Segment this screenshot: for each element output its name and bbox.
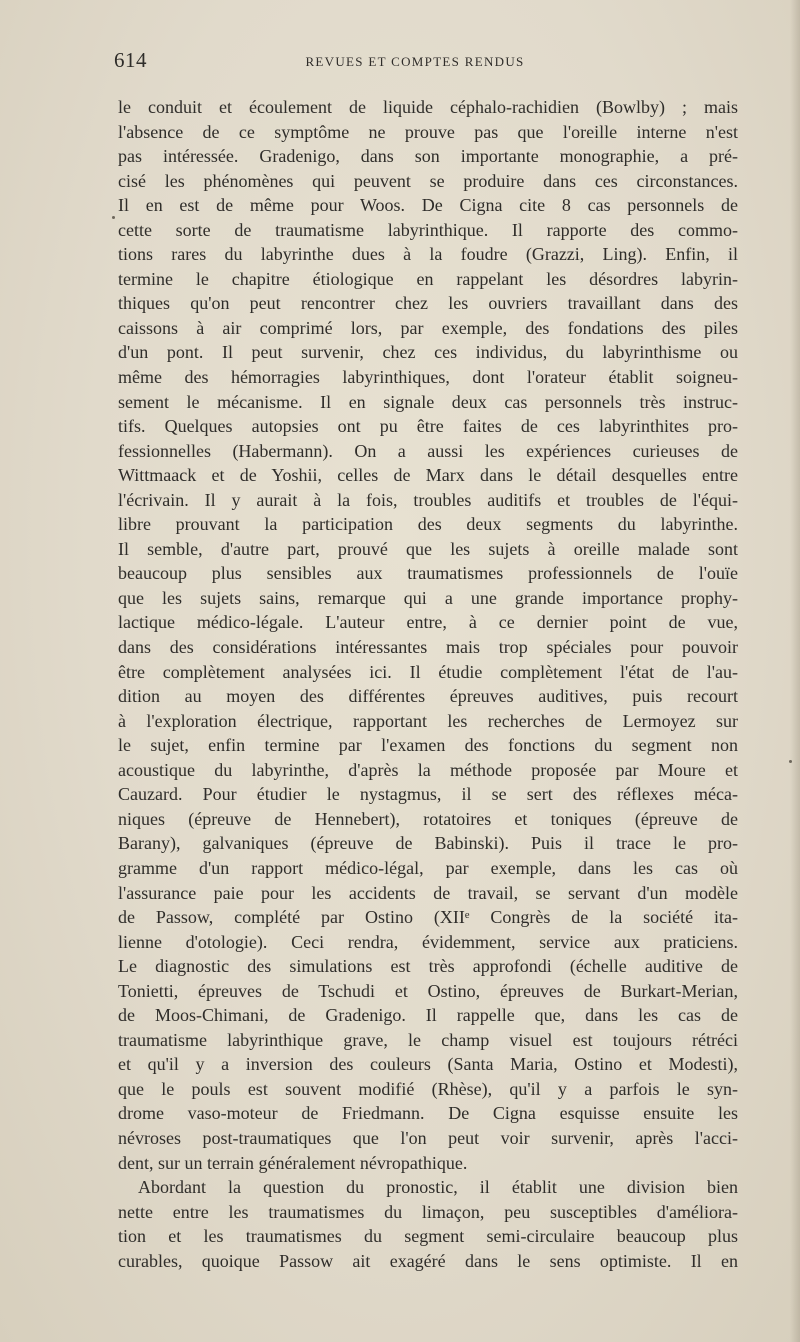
text-line: thiques qu'on peut rencontrer chez les ouvriers travaillant dans des xyxy=(118,293,738,314)
running-head: REVUES ET COMPTES RENDUS xyxy=(305,54,525,69)
text-line: dition au moyen des différentes épreuves auditives, puis recourt xyxy=(118,686,738,707)
text-line: pas intéressée. Gradenigo, dans son importante monographie, a pré- xyxy=(118,146,738,167)
text-line: nette entre les traumatismes du limaçon, peu susceptibles d'améliora- xyxy=(118,1201,738,1222)
text-line: lienne d'otologie). Ceci rendra, évidemment, service aux praticiens. xyxy=(118,931,738,952)
text-line: curables, quoique Passow ait exagéré dans le sens optimiste. Il en xyxy=(118,1250,738,1271)
text-line: beaucoup plus sensibles aux traumatismes professionnels de l'ouïe xyxy=(118,563,738,584)
text-line: de Passow, complété par Ostino (XIIᵉ Congrès de la société ita- xyxy=(118,907,738,928)
text-line: gramme d'un rapport médico-légal, par exemple, dans les cas où xyxy=(118,857,738,878)
text-line: le sujet, enfin termine par l'examen des fonctions du segment non xyxy=(118,735,738,756)
text-line: dans des considérations intéressantes mais trop spéciales pour pouvoir xyxy=(118,637,738,658)
text-line: tion et les traumatismes du segment semi-circulaire beaucoup plus xyxy=(118,1226,738,1247)
page-number: 614 xyxy=(114,48,147,72)
text-line: l'absence de ce symptôme ne prouve pas que l'oreille interne n'est xyxy=(118,121,738,142)
text-line: de Moos-Chimani, de Gradenigo. Il rappelle que, dans les cas de xyxy=(118,1005,738,1026)
text-line: que le pouls est souvent modifié (Rhèse), qu'il y a parfois le syn- xyxy=(118,1078,738,1099)
text-line: libre prouvant la participation des deux segments du labyrinthe. xyxy=(118,514,738,535)
text-line: Wittmaack et de Yoshii, celles de Marx dans le détail desquelles entre xyxy=(118,465,738,486)
paper-speck xyxy=(789,760,792,763)
paper-speck xyxy=(112,216,115,219)
text-line: Barany), galvaniques (épreuve de Babinski). Puis il trace le pro- xyxy=(118,833,738,854)
text-line: drome vaso-moteur de Friedmann. De Cigna esquisse ensuite les xyxy=(118,1103,738,1124)
text-line: le conduit et écoulement de liquide céphalo-rachidien (Bowlby) ; mais xyxy=(118,97,738,117)
text-line: et qu'il y a inversion des couleurs (Santa Maria, Ostino et Modesti), xyxy=(118,1054,738,1075)
text-line: tions rares du labyrinthe dues à la foudre (Grazzi, Ling). Enfin, il xyxy=(118,244,738,265)
text-line: Il semble, d'autre part, prouvé que les sujets à oreille malade sont xyxy=(118,538,738,559)
body-text xyxy=(118,95,738,1273)
text-line: l'assurance paie pour les accidents de travail, se servant d'un modèle xyxy=(118,882,738,903)
text-line: être complètement analysées ici. Il étudie complètement l'état de l'au- xyxy=(118,661,738,682)
text-line: cisé les phénomènes qui peuvent se produire dans ces circonstances. xyxy=(118,170,738,191)
text-line: niques (épreuve de Hennebert), rotatoires et toniques (épreuve de xyxy=(118,808,738,829)
text-line: lactique médico-légale. L'auteur entre, à ce dernier point de vue, xyxy=(118,612,738,633)
text-line: que les sujets sains, remarque qui a une grande importance prophy- xyxy=(118,587,738,608)
text-line: Il en est de même pour Woos. De Cigna cite 8 cas personnels de xyxy=(118,195,738,216)
text-line: termine le chapitre étiologique en rappelant les désordres labyrin- xyxy=(118,268,738,289)
text-line: traumatisme labyrinthique grave, le champ visuel est toujours rétréci xyxy=(118,1029,738,1050)
text-line: Cauzard. Pour étudier le nystagmus, il se sert des réflexes méca- xyxy=(118,784,738,805)
text-line: sement le mécanisme. Il en signale deux cas personnels très instruc- xyxy=(118,391,738,412)
text-line: Tonietti, épreuves de Tschudi et Ostino, épreuves de Burkart-Merian, xyxy=(118,980,738,1001)
text-line: Abordant la question du pronostic, il établit une division bien xyxy=(138,1177,738,1198)
text-line: l'écrivain. Il y aurait à la fois, troubles auditifs et troubles de l'équi- xyxy=(118,489,738,510)
text-line: névroses post-traumatiques que l'on peut voir survenir, après l'acci- xyxy=(118,1127,738,1148)
text-line: à l'exploration électrique, rapportant les recherches de Lermoyez sur xyxy=(118,710,738,731)
text-line: Le diagnostic des simulations est très approfondi (échelle auditive de xyxy=(118,956,738,977)
text-line: acoustique du labyrinthe, d'après la méthode proposée par Moure et xyxy=(118,759,738,780)
text-line: même des hémorragies labyrinthiques, dont l'orateur établit soigneu- xyxy=(118,367,738,388)
text-line: cette sorte de traumatisme labyrinthique. Il rapporte des commo- xyxy=(118,219,738,240)
text-line: tifs. Quelques autopsies ont pu être faites de ces labyrinthites pro- xyxy=(118,416,738,437)
text-line: d'un pont. Il peut survenir, chez ces individus, du labyrinthisme ou xyxy=(118,342,738,363)
text-line: fessionnelles (Habermann). On a aussi les expériences curieuses de xyxy=(118,440,738,461)
page-edge-shadow xyxy=(790,0,800,1342)
text-line: dent, sur un terrain généralement névropathique. xyxy=(118,1152,468,1173)
text-line: caissons à air comprimé lors, par exemple, des fondations des piles xyxy=(118,317,738,338)
